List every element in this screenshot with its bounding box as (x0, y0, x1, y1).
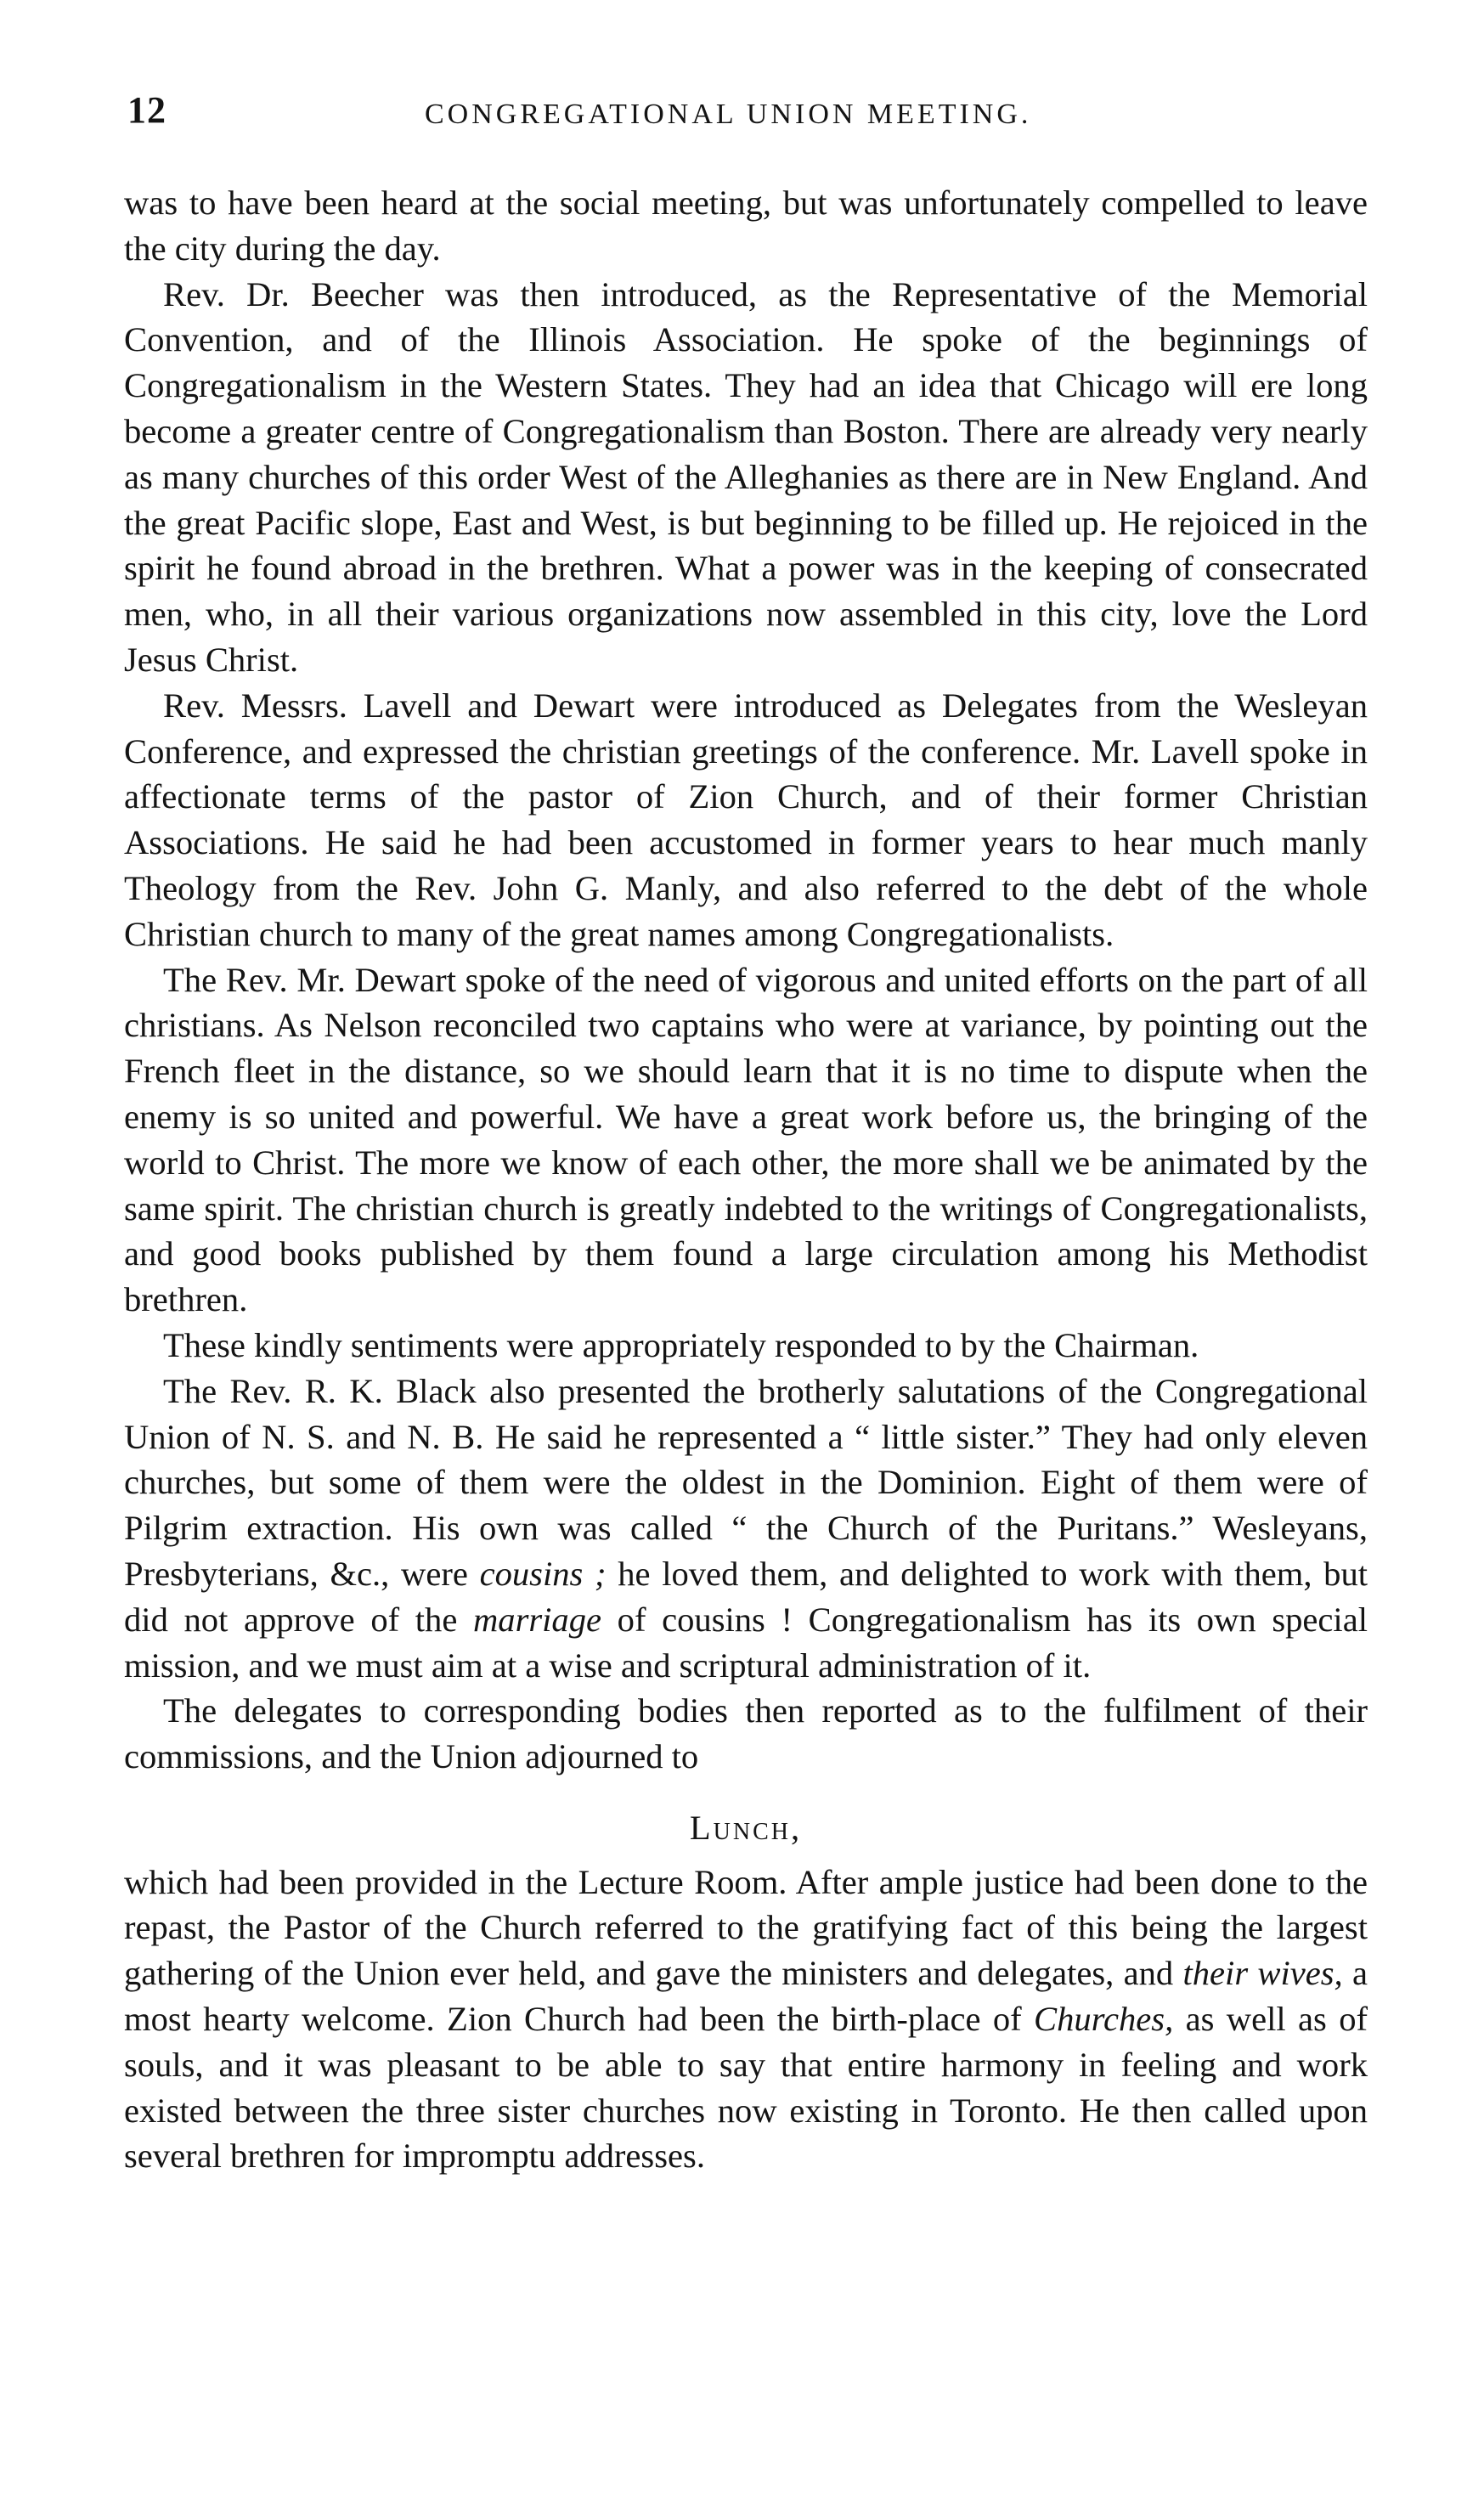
text-span: The Rev. Mr. Dewart spoke of the need of vigorous and united efforts on the part of all christians. As Nelson reconciled two captains who were at variance, by pointing out the French fleet in the distance, so we should learn that it is no time to dispute when the enemy is so united and powerful. We have a great work before us, the bringing of the world to Christ. The more we know of each other, the more shall we be animated by the same spirit. The christian church is greatly indebted to the writings of Congregationalists, and good books published by them found a large circulation among his Methodist brethren. (124, 960, 1368, 1319)
italic-text: marriage (472, 1600, 602, 1639)
page-number: 12 (127, 89, 166, 131)
paragraph (124, 1860, 1368, 2180)
italic-text: their wives, (1182, 1954, 1343, 1993)
section-heading (124, 1805, 1368, 1851)
text-span: a most hearty welcome. Zion Church had been the birth-place of (124, 1954, 1368, 2039)
text-span: Rev. Messrs. Lavell and Dewart were introduced as Delegates from the Wesleyan Conference, and expressed the christian greetings of the conference. Mr. Lavell spoke in affectionate terms of the pastor of Zion Church, and of their former Christian Associations. He said he had been accustomed in former years to hear much manly Theology from the Rev. John G. Manly, and also referred to the debt of the whole Christian church to many of the great names among Congregationalists. (124, 686, 1368, 953)
italic-text: Churches, (1034, 2000, 1174, 2039)
text-span: as well as of souls, and it was pleasant to be able to say that entire harmony in feeling and work existed between the three sister churches now existing in Toronto. He then called upon several brethren for impromptu addresses. (124, 2000, 1368, 2176)
paragraph (124, 1688, 1368, 1780)
text-span: The delegates to corresponding bodies then reported as to the fulfilment of their commissions, and the Union adjourned to (124, 1691, 1368, 1776)
heading-text: Lunch, (689, 1808, 803, 1847)
italic-text: cousins ; (479, 1554, 607, 1593)
paragraph (124, 272, 1368, 683)
paragraph (124, 683, 1368, 957)
text-span: Rev. Dr. Beecher was then introduced, as the Representative of the Memorial Convention, and of the Illinois Association. He spoke of the beginnings of Congregationalism in the Western States. They had an idea that Chicago will ere long become a greater centre of Congregationalism than Boston. There are already very nearly as many churches of this order West of the Alleghanies as there are in New England. And the great Pacific slope, East and West, is but beginning to be filled up. He rejoiced in the spirit he found abroad in the brethren. What a power was in the keeping of consecrated men, who, in all their various organizations now assembled in this city, love the Lord Jesus Christ. (124, 274, 1368, 679)
paragraph (124, 957, 1368, 1323)
text-span: These kindly sentiments were appropriately responded to by the Chairman. (163, 1325, 1199, 1364)
body-text (124, 180, 1368, 2179)
text-span: he loved them, and delighted to work with them, but did not approve of the (124, 1554, 1368, 1639)
text-span: The Rev. R. K. Black also presented the brotherly salutations of the Congregational Union of N. S. and N. B. He said he represented a “ little sister.” They had only eleven churches, but some of them were the oldest in the Dominion. Eight of them were of Pilgrim extraction. His own was called “ the Church of the Puritans.” Wesleyans, Presbyterians, &c., were (124, 1371, 1368, 1593)
paragraph (124, 1323, 1368, 1369)
page-header (127, 88, 1368, 139)
text-span: was to have been heard at the social meeting, but was unfortunately compelled to leave the city during the day. (124, 183, 1368, 268)
running-title: CONGREGATIONAL UNION MEETING. (425, 99, 1032, 130)
text-span: of cousins ! Congregationalism has its own special mission, and we must aim at a wise and scriptural administration of it. (124, 1600, 1368, 1685)
paragraph (124, 180, 1368, 272)
text-span: which had been provided in the Lecture Room. After ample justice had been done to the repast, the Pastor of the Church referred to the gratifying fact of this being the largest gathering of the Union ever held, and gave the ministers and delegates, and (124, 1862, 1368, 1993)
paragraph (124, 1369, 1368, 1689)
